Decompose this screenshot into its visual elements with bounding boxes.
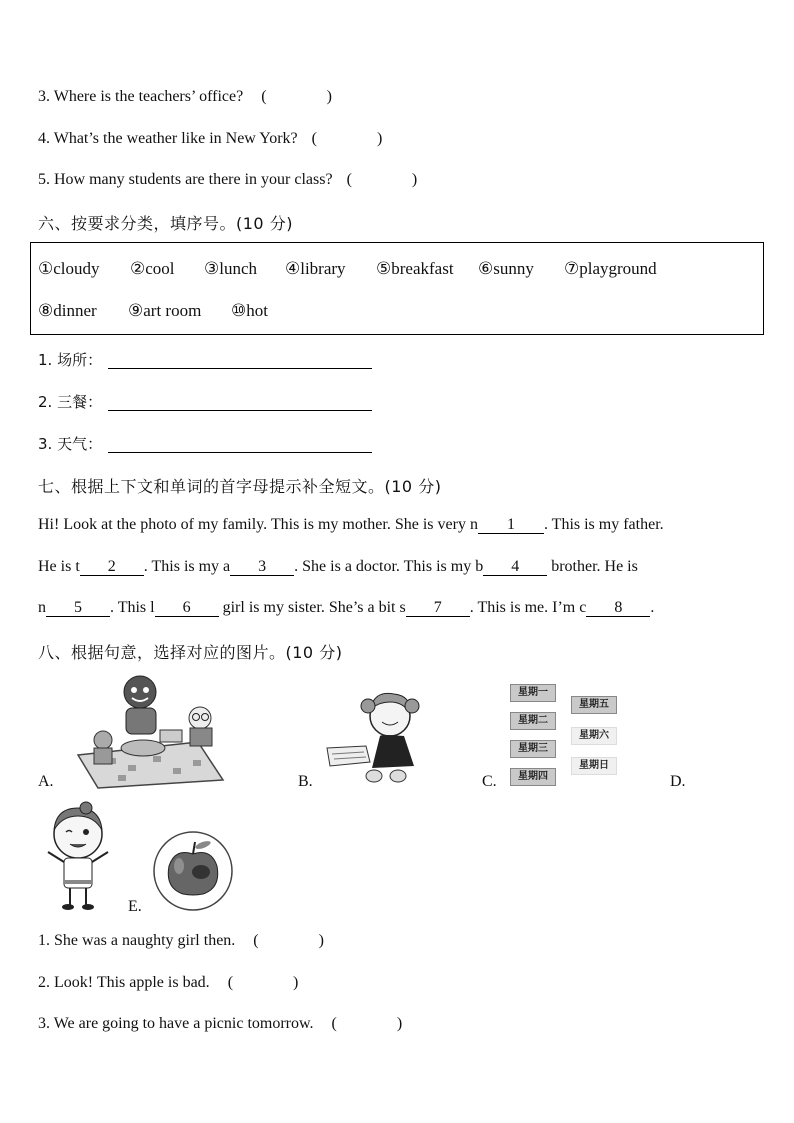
passage-line-3: n 5 . This l 6 girl is my sister. She’s a bit s 7 . This is me. I’m c 8 . [38, 599, 655, 616]
word-option: ③lunch [204, 259, 258, 278]
section-7-heading: 七、根据上下文和单词的首字母提示补全短文。(10 分) [38, 477, 442, 496]
question-5: 5. How many students are there in your class? ( ) [38, 171, 418, 188]
blank-1[interactable]: 1 [478, 517, 544, 534]
answer-paren-open: ( [227, 974, 234, 991]
naughty-girl-illustration [38, 800, 118, 912]
answer-paren-close: ) [376, 130, 383, 147]
answer-paren-close: ) [318, 932, 324, 949]
word-option: ⑤breakfast [376, 259, 454, 278]
answer-line[interactable] [108, 409, 372, 411]
answer-line[interactable] [108, 367, 372, 369]
weekday-tag: 星期五 [571, 696, 617, 714]
answer-line[interactable] [108, 451, 372, 453]
match-question-1: 1. She was a naughty girl then. ( ) [38, 932, 324, 949]
passage-line-1: Hi! Look at the photo of my family. This is my mother. She is very n 1 . This is my father. [38, 516, 664, 533]
weekday-tag: 星期二 [510, 712, 556, 730]
question-4: 4. What’s the weather like in New York? ( ) [38, 130, 383, 147]
blank-4[interactable]: 4 [483, 559, 547, 576]
answer-paren-open: ( [311, 130, 317, 147]
bad-apple-illustration [151, 830, 235, 912]
blank-8[interactable]: 8 [586, 600, 650, 617]
word-option: ④library [285, 259, 346, 278]
weekday-tag: 星期六 [571, 727, 617, 745]
option-label-b: B. [298, 773, 313, 790]
picnic-illustration [68, 670, 226, 790]
answer-paren-open: ( [261, 88, 267, 105]
word-option: ⑨art room [128, 301, 202, 320]
weekday-tag: 星期四 [510, 768, 556, 786]
answer-paren-open: ( [346, 171, 352, 188]
word-option: ⑥sunny [478, 259, 534, 278]
word-option: ⑧dinner [38, 301, 97, 320]
word-bank-box [30, 242, 764, 335]
answer-paren-close: ) [411, 171, 418, 188]
match-question-2: 2. Look! This apple is bad. ( ) [38, 974, 299, 991]
blank-3[interactable]: 3 [230, 559, 294, 576]
weekday-tag: 星期一 [510, 684, 556, 702]
category-weather: 3. 天气： [38, 433, 372, 454]
section-8-heading: 八、根据句意，选择对应的图片。(10 分) [38, 643, 343, 662]
answer-paren-close: ) [326, 88, 332, 105]
word-option: ①cloudy [38, 259, 100, 278]
blank-5[interactable]: 5 [46, 600, 110, 617]
option-label-c: C. [482, 773, 497, 790]
weekday-tag: 星期三 [510, 740, 556, 758]
blank-2[interactable]: 2 [80, 559, 144, 576]
answer-paren-close: ) [396, 1015, 403, 1032]
passage-line-2: He is t 2 . This is my a 3 . She is a doctor. This is my b 4 brother. He is [38, 558, 638, 575]
option-label-e: E. [128, 898, 142, 915]
blank-6[interactable]: 6 [155, 600, 219, 617]
answer-paren-open: ( [331, 1015, 337, 1032]
answer-paren-close: ) [293, 974, 299, 991]
section-6-heading: 六、按要求分类，填序号。(10 分) [38, 214, 293, 233]
match-question-3: 3. We are going to have a picnic tomorrow. ( ) [38, 1015, 403, 1032]
option-label-d: D. [670, 773, 686, 790]
answer-paren-open: ( [253, 932, 259, 949]
weekday-tag: 星期日 [571, 757, 617, 775]
category-meals: 2. 三餐： [38, 391, 372, 412]
category-places: 1. 场所： [38, 349, 372, 370]
word-option: ⑩hot [231, 301, 268, 320]
girl-reading-illustration [322, 688, 432, 786]
blank-7[interactable]: 7 [406, 600, 470, 617]
word-option: ⑦playground [564, 259, 657, 278]
option-label-a: A. [38, 773, 54, 790]
word-option: ②cool [130, 259, 175, 278]
question-3: 3. Where is the teachers’ office? ( ) [38, 88, 332, 105]
